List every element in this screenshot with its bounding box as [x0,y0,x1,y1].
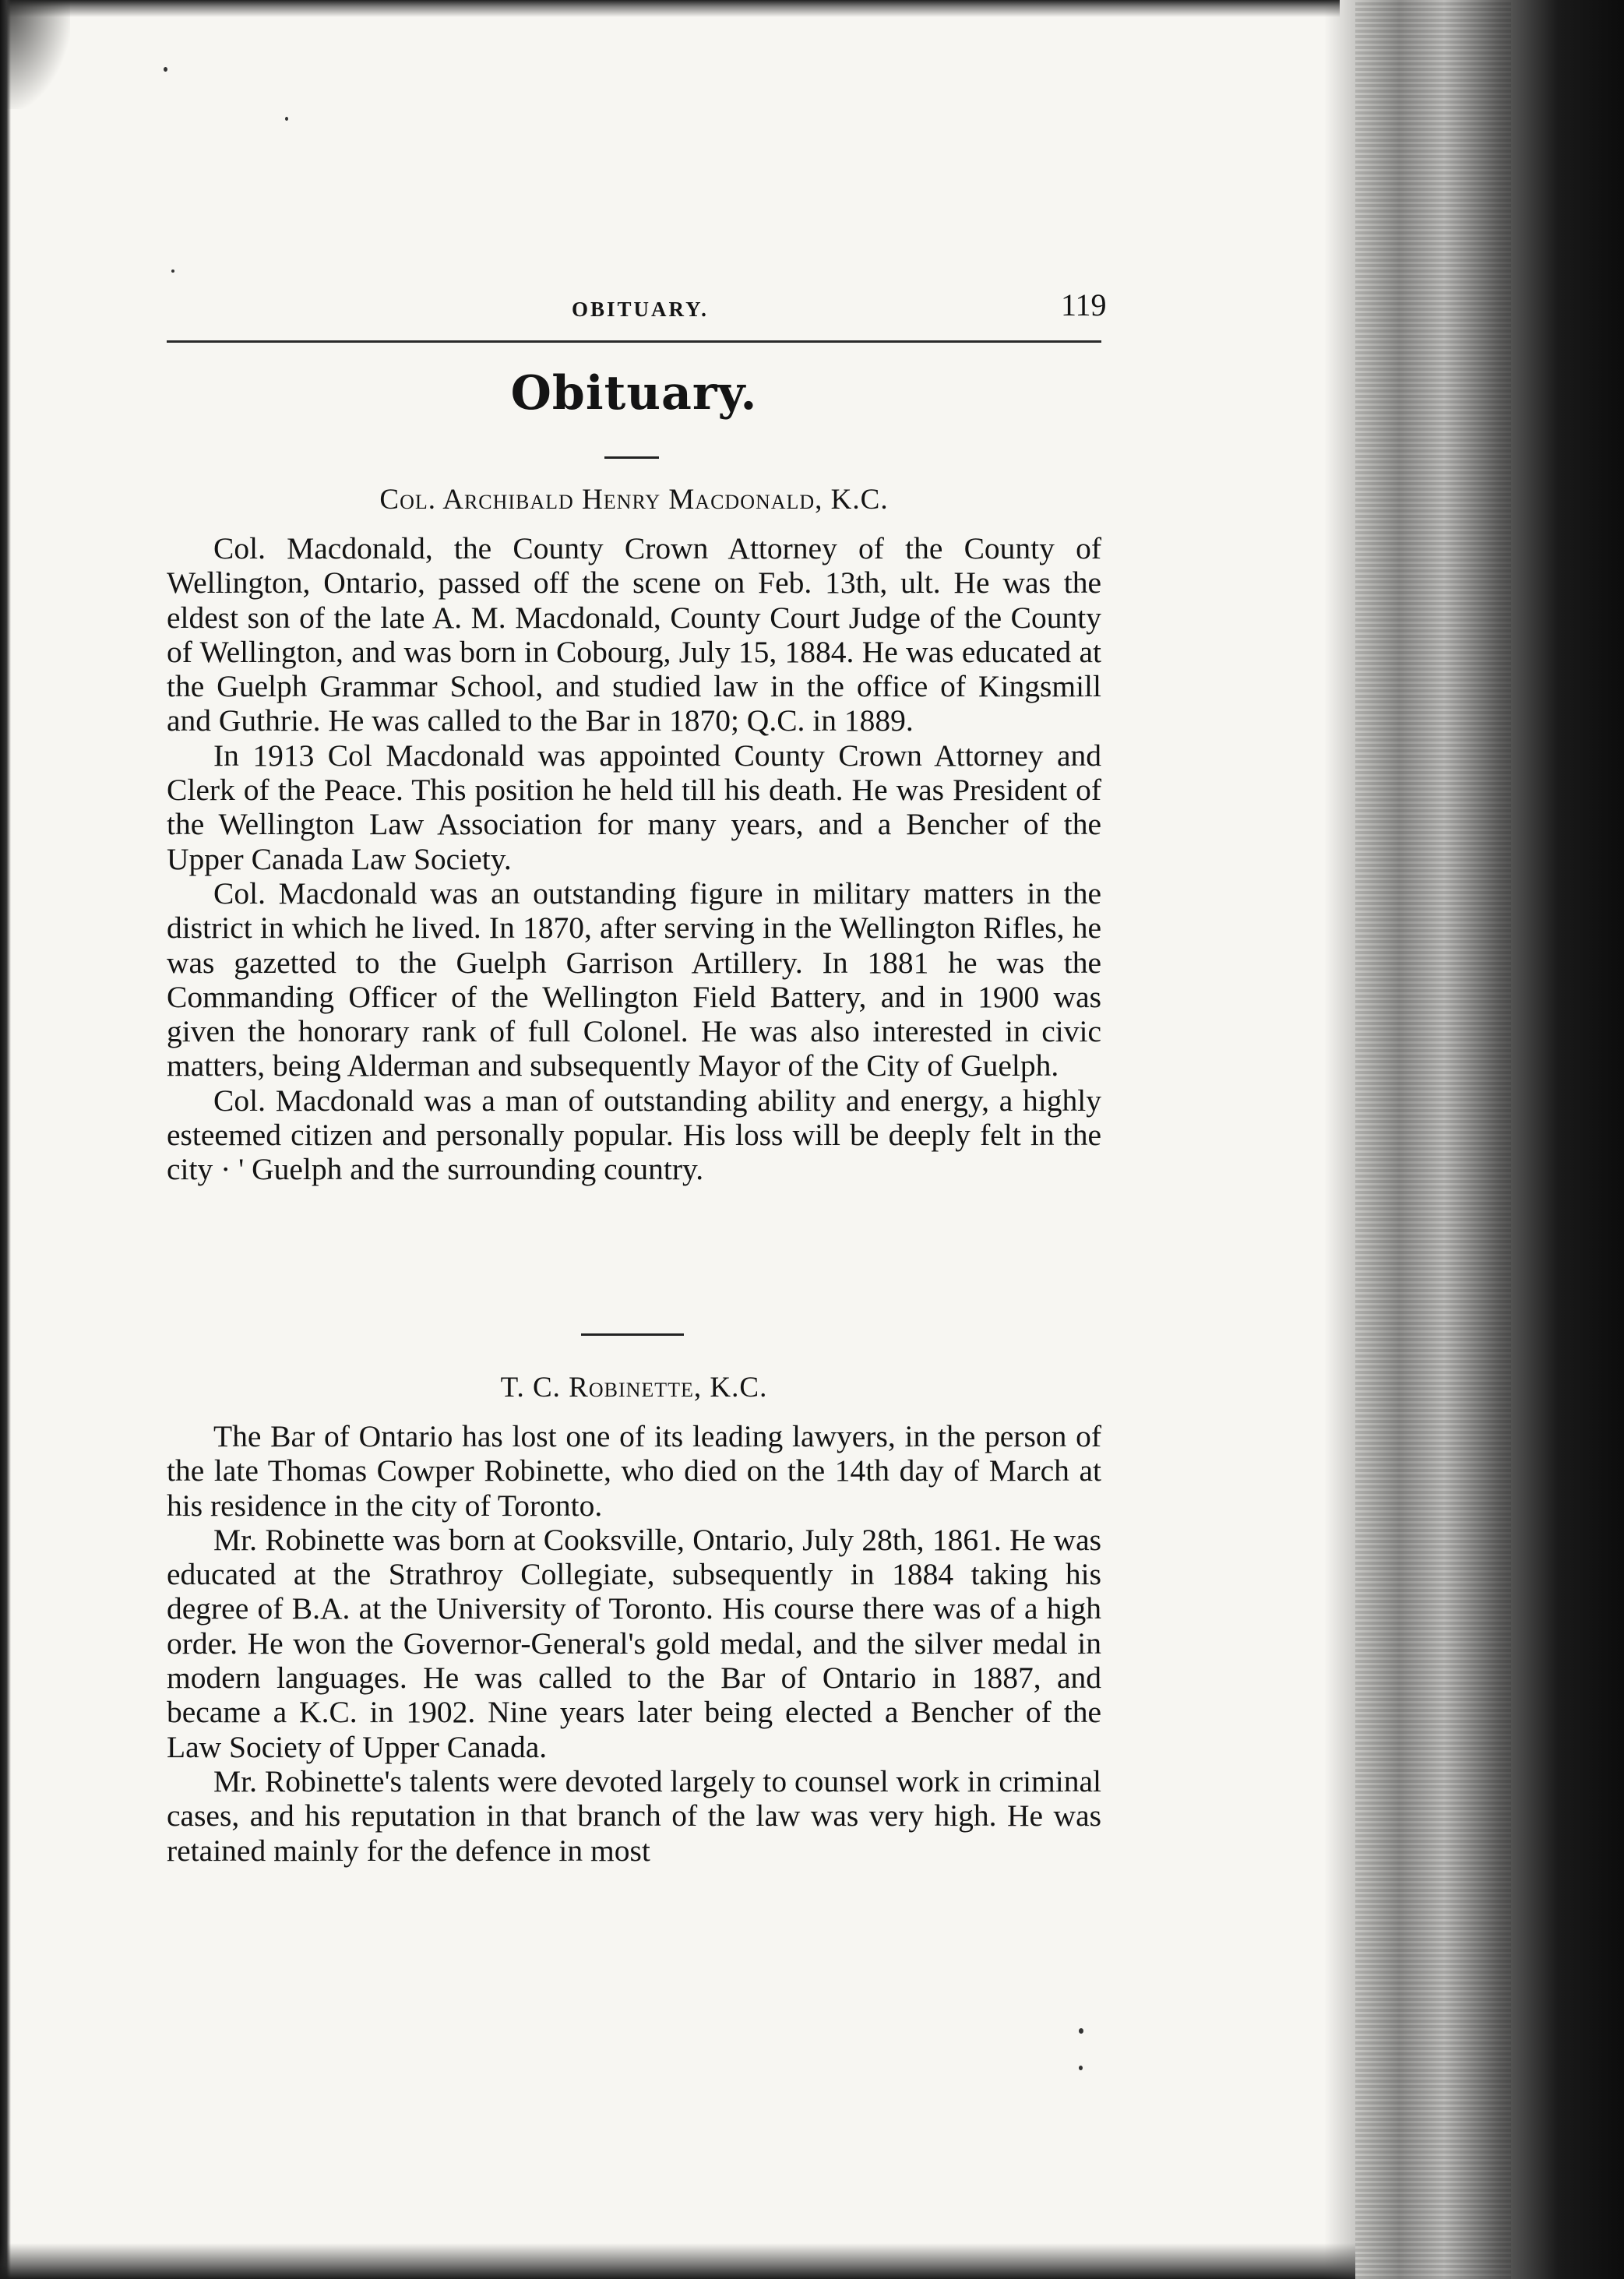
paragraph: Mr. Robinette's talents were devoted largely to counsel work in criminal cases, and his reputation in that branch of the law was very high. He was retained mainly for the defence in most [167,1763,1101,1868]
scan-speck [164,67,167,72]
scan-bottom-edge [0,2243,1355,2279]
scan-left-edge [0,0,11,2279]
article-body [167,531,1101,1187]
section-title: Obituary. [510,366,758,421]
paragraph: Col. Macdonald, the County Crown Attorney of the County of Wellington, Ontario, passed off the scene on Feb. 13th, ult. He was the eldest son of the late A. M. Macdonald, County Court Judge of the County of Wellington, and was born in Cobourg, July 15, 1884. He was educated at the Guelph Grammar School, and studied law in the office of Kingsmill and Guthrie. He was called to the Bar in 1870; Q.C. in 1889. [167,531,1101,738]
running-title: OBITUARY. [572,298,709,321]
paragraph: In 1913 Col Macdonald was appointed County Crown Attorney and Clerk of the Peace. This position he held till his death. He was President of the Wellington Law Association for many years, and a Bencher of the Upper Canada Law Society. [167,738,1101,876]
book-spine-texture [1355,0,1511,2279]
header-rule [167,340,1101,343]
paragraph: Mr. Robinette was born at Cooksville, Ontario, July 28th, 1861. He was educated at the Strathroy Collegiate, subsequently in 1884 taking his degree of B.A. at the University of Toronto. His course there was of a high order. He won the Governor-General's gold medal, and the silver medal in modern languages. He was called to the Bar of Ontario in 1887, and became a K.C. in 1902. Nine years later being elected a Bencher of the Law Society of Upper Canada. [167,1522,1101,1764]
running-head [167,287,1107,333]
article-heading: Col. Archibald Henry Macdonald, K.C. [379,484,889,516]
scan-speck [1079,2066,1083,2070]
article-heading: T. C. Robinette, K.C. [500,1372,768,1404]
paragraph: Col. Macdonald was a man of outstanding ability and energy, a highly esteemed citizen and personally popular. His loss will be deeply felt in the city · ' Guelph and the surrounding country. [167,1083,1101,1187]
scan-speck [285,117,288,121]
paragraph: The Bar of Ontario has lost one of its leading lawyers, in the person of the late Thomas Cowper Robinette, who died on the 14th day of March at his residence in the city of Toronto. [167,1419,1101,1523]
article-body [167,1419,1101,1868]
scan-speck [1079,2028,1083,2034]
article-divider [581,1333,684,1336]
page-number: 119 [1061,287,1107,322]
scan-top-edge [0,0,1340,17]
scan-speck [171,269,174,273]
section-divider [604,456,659,459]
paragraph: Col. Macdonald was an outstanding figure in military matters in the district in which he lived. In 1870, after serving in the Wellington Rifles, he was gazetted to the Guelph Garrison Artillery. In 1881 he was the Commanding Officer of the Wellington Field Battery, and in 1900 was given the honorary rank of full Colonel. He was also interested in civic matters, being Alderman and subsequently Mayor of the City of Guelph. [167,875,1101,1083]
